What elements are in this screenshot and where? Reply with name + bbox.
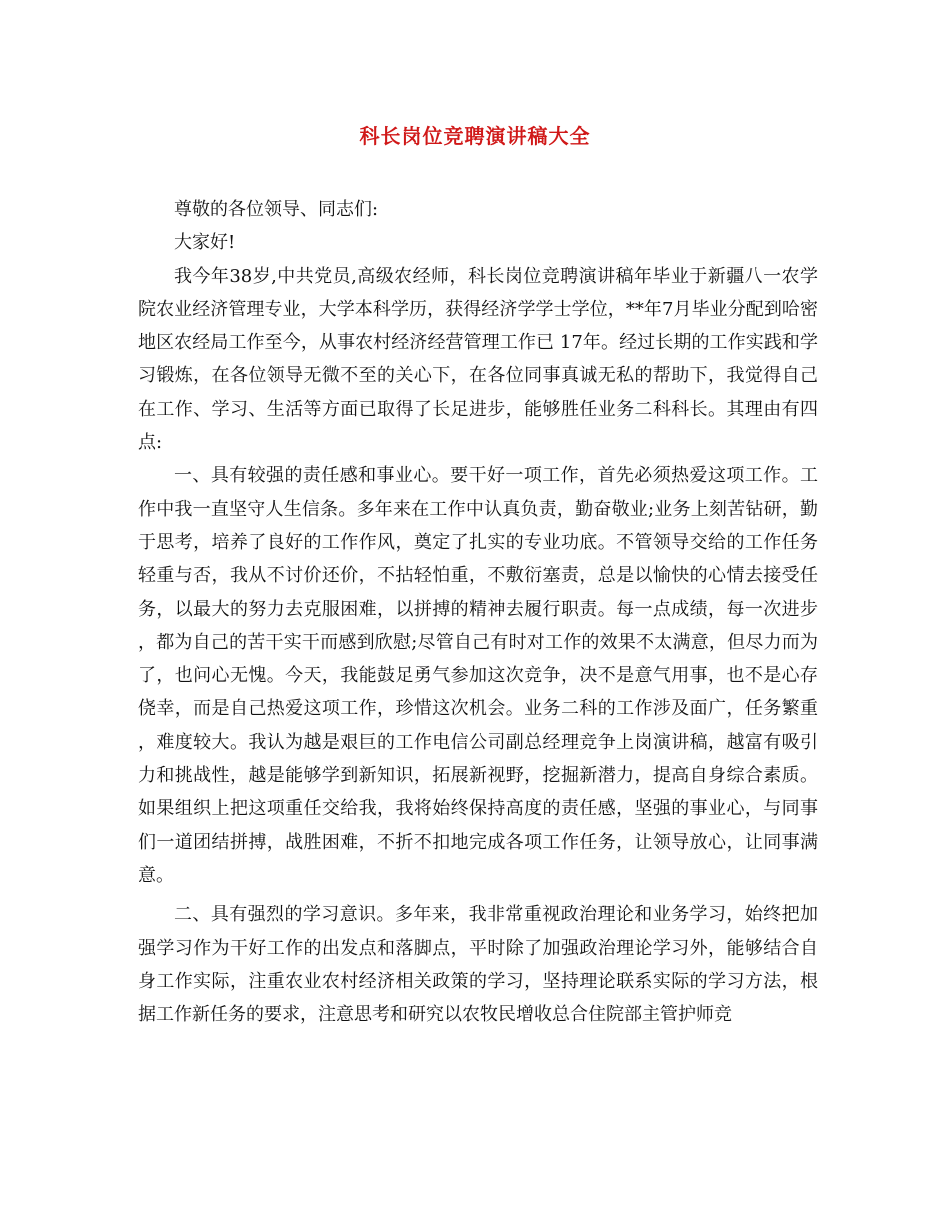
document-title: 科长岗位竞聘演讲稿大全 <box>359 124 591 148</box>
paragraph-greeting: 大家好! <box>174 232 236 254</box>
paragraph-salutation: 尊敬的各位领导、同志们: <box>174 199 379 220</box>
document-body <box>138 193 818 1031</box>
paragraph-point-one: 一、具有较强的责任感和事业心。要干好一项工作，首先必须热爱这项工作。工作中我一直坚守人生信条。多年来在工作中认真负责，勤奋敬业;业务上刻苦钻研，勤于思考，培养了良好的工作作风，奠定了扎实的专业功底。不管领导交给的工作任务轻重与否，我从不讨价还价，不拈轻怕重，不敷衍塞责，总是以愉快的心情去接受任务，以最大的努力去克服困难，以拼搏的精神去履行职责。每一点成绩，每一次进步，都为自己的苦干实干而感到欣慰;尽管自己有时对工作的效果不太满意，但尽力而为了，也问心无愧。今天，我能鼓足勇气参加这次竞争，决不是意气用事，也不是心存侥幸，而是自己热爱这项工作，珍惜这次机会。业务二科的工作涉及面广，任务繁重，难度较大。我认为越是艰巨的工作电信公司副总经理竞争上岗演讲稿，越富有吸引力和挑战性，越是能够学到新知识，拓展新视野，挖掘新潜力，提高自身综合素质。如果组织上把这项重任交给我，我将始终保持高度的责任感，坚强的事业心，与同事们一道团结拼搏，战胜困难，不折不扣地完成各项工作任务，让领导放心，让同事满意。 <box>138 465 818 886</box>
paragraph-point-two: 二、具有强烈的学习意识。多年来，我非常重视政治理论和业务学习，始终把加强学习作为干好工作的出发点和落脚点，平时除了加强政治理论学习外，能够结合自身工作实际，注重农业农村经济相关政策的学习，坚持理论联系实际的学习方法，根据工作新任务的要求，注意思考和研究以农牧民增收总合住院部主管护师竞 <box>138 904 818 1026</box>
paragraph-introduction: 我今年38岁,中共党员,高级农经师，科长岗位竞聘演讲稿年毕业于新疆八一农学院农业经济管理专业，大学本科学历，获得经济学学士学位，**年7月毕业分配到哈密地区农经局工作至今，从事农村经济经营管理工作已 17年。经过长期的工作实践和学习锻炼，在各位领导无微不至的关心下，在各位同事真诚无私的帮助下，我觉得自己在工作、学习、生活等方面已取得了长足进步，能够胜任业务二科科长。其理由有四点: <box>138 265 818 454</box>
